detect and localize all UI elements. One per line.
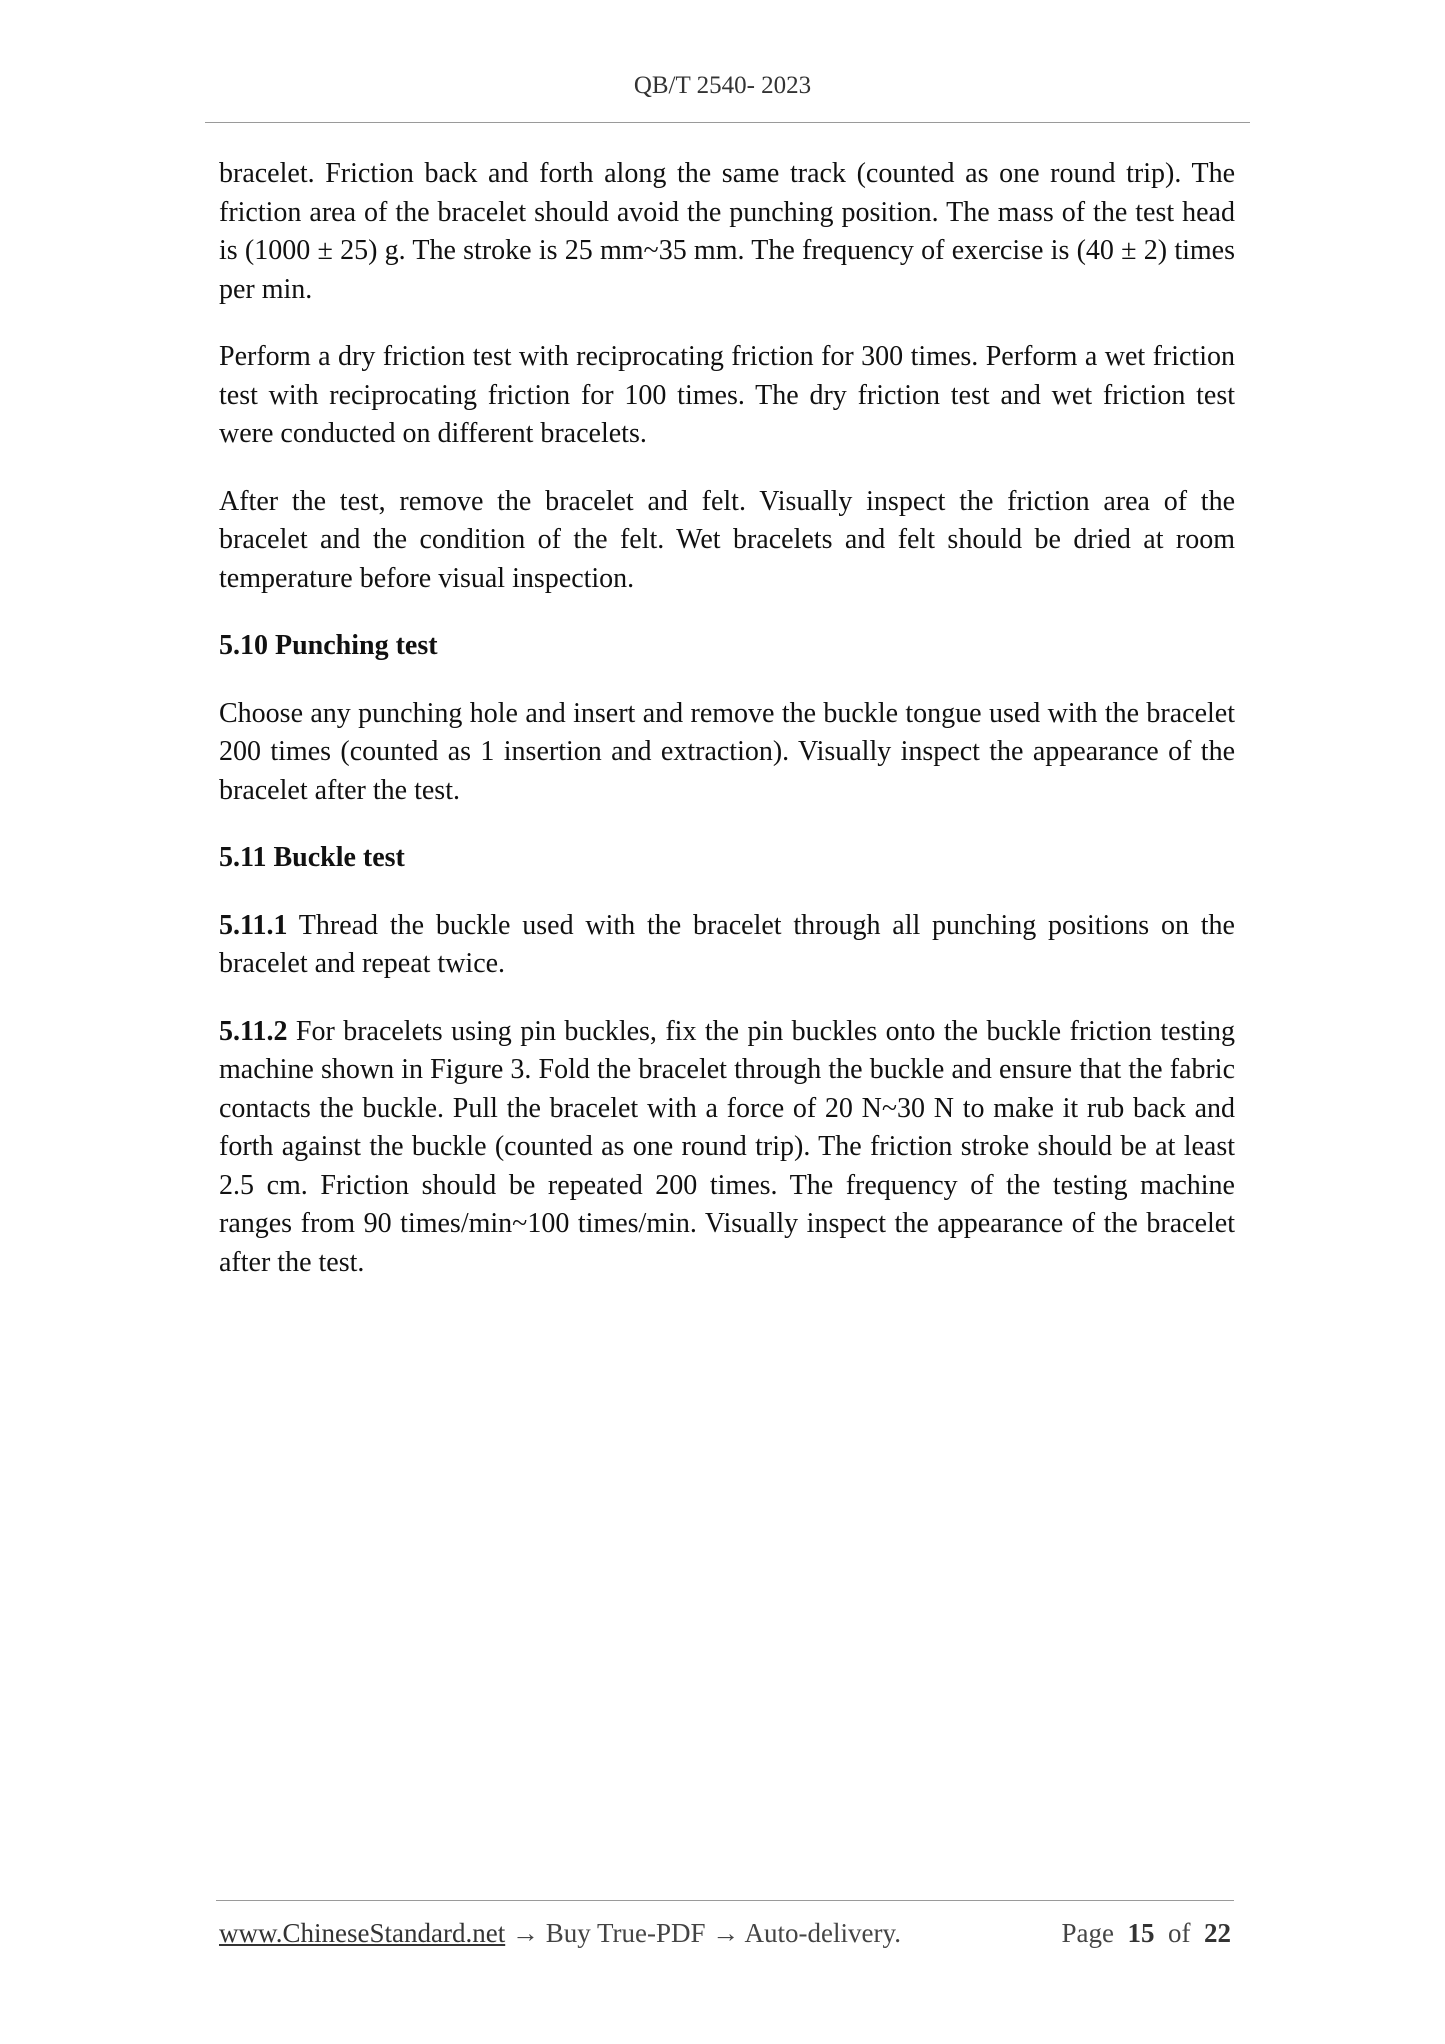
- auto-delivery-text: Auto-delivery.: [744, 1918, 901, 1948]
- page-label: Page: [1061, 1918, 1114, 1948]
- clause-5-11-2: [219, 1013, 1235, 1283]
- clause-text: Thread the buckle used with the bracelet through all punching positions on the bracelet and repeat twice.: [219, 909, 1235, 979]
- paragraph-after-test: After the test, remove the bracelet and felt. Visually inspect the friction area of the bracelet and the condition of the felt. Wet bracelets and felt should be dried at room temperature before visual inspection.: [219, 485, 1235, 594]
- paragraph-punching-test: Choose any punching hole and insert and remove the buckle tongue used with the bracelet 200 times (counted as 1 insertion and extraction). Visually inspect the appearance of the bracelet after the test.: [219, 697, 1235, 806]
- page-number: [1062, 1918, 1231, 1949]
- clause-5-11-1: [219, 907, 1235, 984]
- current-page: 15: [1127, 1918, 1155, 1948]
- footer-divider: [216, 1900, 1234, 1901]
- website-link[interactable]: www.ChineseStandard.net: [219, 1918, 506, 1948]
- section-heading-buckle-test: 5.11 Buckle test: [219, 842, 405, 873]
- paragraph-dry-wet-test: Perform a dry friction test with reciprocating friction for 300 times. Perform a wet friction test with reciprocating friction for 100 times. The dry friction test and wet friction test were conducted on different bracelets.: [219, 341, 1235, 449]
- arrow-right-icon: →: [511, 1918, 539, 1948]
- footer-promo: [219, 1918, 901, 1949]
- header-divider: [205, 122, 1250, 123]
- clause-text: For bracelets using pin buckles, fix the pin buckles onto the buckle friction testing machine shown in Figure 3. Fold the bracelet through the buckle and ensure that the fabric contacts the buckle. Pull the bracelet with a force of 20 N~30 N to make it rub back and forth against the buckle (counted as one round trip). The friction stroke should be at least 2.5 cm. Friction should be repeated 200 times. The frequency of the testing machine ranges from 90 times/min~100 times/min. Visually inspect the appearance of the bracelet after the test.: [219, 1015, 1235, 1278]
- document-code-header: QB/T 2540- 2023: [633, 72, 812, 99]
- of-label: of: [1168, 1918, 1191, 1948]
- paragraph-friction-procedure: bracelet. Friction back and forth along the same track (counted as one round trip). The friction area of the bracelet should avoid the punching position. The mass of the test head is (1000 ± 25) g. The stroke is 25 mm~35 mm. The frequency of exercise is (40 ± 2) times per min.: [219, 158, 1235, 305]
- page-content: [219, 155, 1235, 1311]
- arrow-right-icon: →: [712, 1918, 740, 1948]
- section-heading-punching-test: 5.10 Punching test: [219, 630, 438, 661]
- clause-number: 5.11.1: [219, 909, 288, 941]
- buy-true-pdf-text: Buy True-PDF: [545, 1918, 706, 1948]
- clause-number: 5.11.2: [219, 1015, 288, 1047]
- total-pages: 22: [1204, 1918, 1231, 1948]
